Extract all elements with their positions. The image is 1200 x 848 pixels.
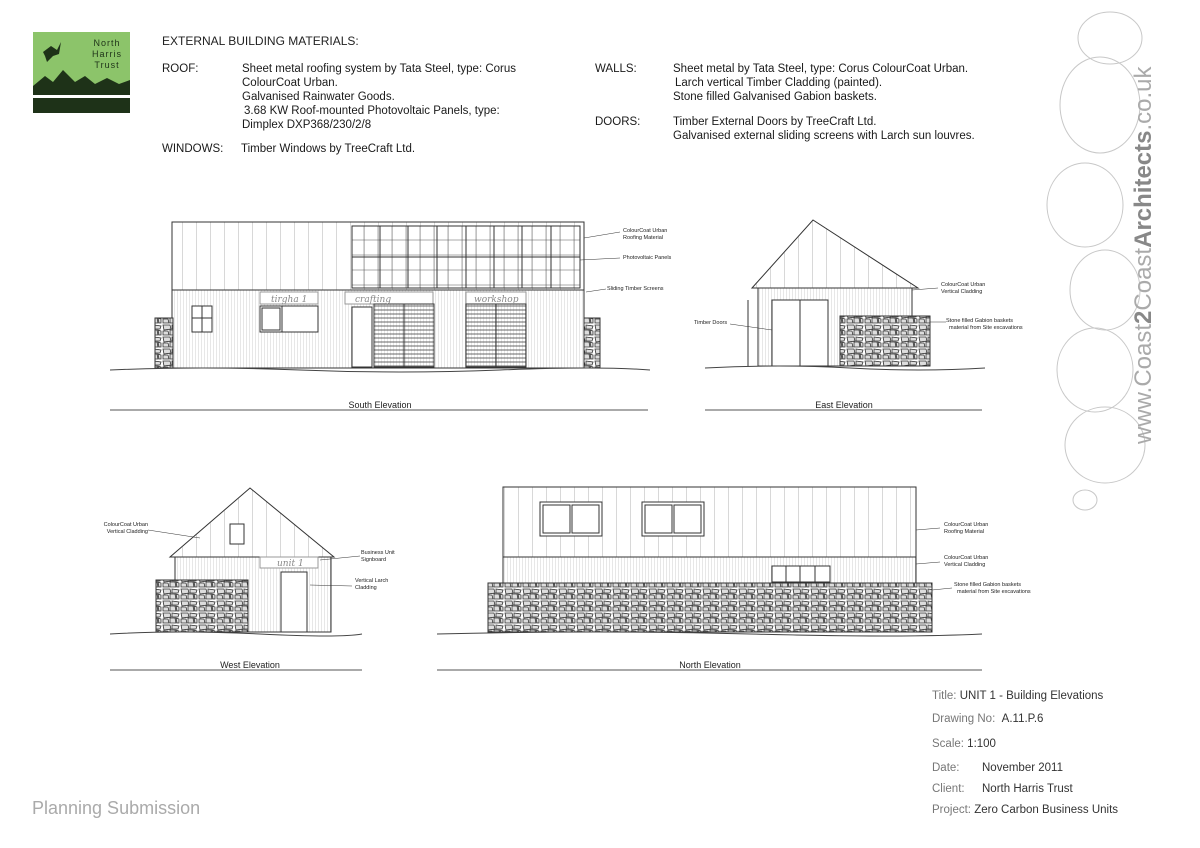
- east-note-gabion: [946, 318, 1023, 332]
- note-line: ColourCoat Urban: [103, 522, 148, 528]
- windows-label: WINDOWS:: [162, 143, 224, 155]
- roof-line: ColourCoat Urban.: [242, 77, 338, 89]
- tb-key: Project:: [932, 804, 971, 816]
- brand-coast: Coast: [1130, 323, 1157, 387]
- note-line: Roofing Material: [623, 235, 664, 241]
- brand-architects: Architects: [1130, 130, 1157, 248]
- materials-heading: EXTERNAL BUILDING MATERIALS:: [162, 34, 359, 48]
- tb-client-row: [932, 783, 1073, 795]
- walls-line: Sheet metal by Tata Steel, type: Corus ColourCoat Urban.: [673, 63, 969, 75]
- roof-line: Dimplex DXP368/230/2/8: [242, 119, 372, 131]
- tb-key: Scale:: [932, 738, 964, 750]
- west-elevation-label: West Elevation: [220, 660, 280, 670]
- tb-project-value: Zero Carbon Business Units: [974, 804, 1119, 816]
- roof-line: 3.68 KW Roof-mounted Photovoltaic Panels, type:: [244, 105, 500, 117]
- tb-drawing-row: [932, 713, 1043, 725]
- west-sign: unit 1: [277, 559, 304, 569]
- tb-client-value: North Harris Trust: [982, 783, 1073, 795]
- roof-line: Sheet metal roofing system by Tata Steel, type: Corus: [242, 63, 517, 75]
- tb-scale-row: [932, 738, 996, 750]
- west-note-signboard: [361, 550, 395, 564]
- note-line: Stone filled Gabion baskets: [946, 318, 1013, 324]
- note-line: Cladding: [355, 585, 377, 591]
- note-line: ColourCoat Urban: [944, 555, 989, 561]
- tb-key: Title:: [932, 690, 957, 702]
- south-elevation-label: South Elevation: [348, 400, 412, 410]
- north-note-roof: [944, 522, 988, 536]
- tb-title-row: [932, 690, 1103, 702]
- doors-line: Timber External Doors by TreeCraft Ltd.: [673, 116, 877, 128]
- north-note-gabion: [954, 582, 1031, 596]
- brand-two: 2: [1130, 310, 1157, 324]
- east-elevation-label: East Elevation: [815, 400, 873, 410]
- south-note-roof: [623, 228, 667, 242]
- south-sign-3: workshop: [474, 295, 519, 305]
- note-line: Business Unit: [361, 550, 395, 556]
- west-note-larch: [355, 578, 388, 592]
- brand-coast-2: Coast: [1130, 247, 1157, 311]
- planning-status: Planning Submission: [32, 798, 201, 818]
- east-elevation: [705, 220, 985, 410]
- note-line: Signboard: [361, 557, 387, 563]
- south-note-screens: Sliding Timber Screens: [607, 286, 664, 292]
- walls-label: WALLS:: [595, 63, 637, 75]
- note-line: Vertical Cladding: [106, 529, 148, 535]
- logo-text-line3: Trust: [94, 60, 120, 70]
- walls-line: Larch vertical Timber Cladding (painted).: [675, 77, 883, 89]
- tb-key: Client:: [932, 783, 965, 795]
- east-note-cladding: [941, 282, 985, 296]
- walls-line: Stone filled Galvanised Gabion baskets.: [673, 91, 877, 103]
- tb-title-value: UNIT 1 - Building Elevations: [959, 690, 1104, 702]
- brand-www: www.: [1130, 386, 1157, 444]
- note-line: ColourCoat Urban: [944, 522, 989, 528]
- note-line: Roofing Material: [944, 529, 985, 535]
- north-elevation-label: North Elevation: [679, 660, 741, 670]
- south-sign-1: tirgha 1: [271, 295, 308, 305]
- roof-line: Galvanised Rainwater Goods.: [242, 91, 395, 103]
- west-elevation: [110, 488, 362, 670]
- tb-key: Drawing No:: [932, 713, 996, 725]
- doors-label: DOORS:: [595, 116, 641, 128]
- east-note-doors: Timber Doors: [694, 320, 728, 326]
- tb-scale-value: 1:100: [967, 738, 996, 750]
- note-line: ColourCoat Urban: [941, 282, 986, 288]
- tb-date-row: [932, 762, 1063, 774]
- tb-key: Date:: [932, 762, 960, 774]
- note-line: ColourCoat Urban: [623, 228, 668, 234]
- tb-project-row: [932, 804, 1118, 816]
- note-line: Vertical Cladding: [944, 562, 986, 568]
- south-sign-2: crafting: [355, 295, 392, 305]
- logo-text-line2: Harris: [92, 49, 122, 59]
- note-line: Vertical Cladding: [941, 289, 983, 295]
- tb-date-value: November 2011: [982, 762, 1063, 774]
- tb-drawing-value: A.11.P.6: [1001, 713, 1044, 725]
- north-elevation: [437, 487, 982, 670]
- north-note-cladding: [944, 555, 988, 569]
- west-note-cladding: [100, 522, 148, 536]
- south-note-pv: Photovoltaic Panels: [623, 255, 672, 261]
- note-line: Stone filled Gabion baskets: [954, 582, 1021, 588]
- windows-spec: Timber Windows by TreeCraft Ltd.: [241, 143, 416, 155]
- brand-domain: .co.uk: [1130, 66, 1157, 131]
- roof-label: ROOF:: [162, 63, 199, 75]
- note-line: material from Site excavations: [949, 325, 1023, 331]
- note-line: Vertical Larch: [355, 578, 389, 584]
- logo-text-line1: North: [93, 38, 121, 48]
- note-line: material from Site excavations: [957, 589, 1031, 595]
- south-elevation: [110, 222, 650, 410]
- doors-line: Galvanised external sliding screens with Larch sun louvres.: [673, 130, 975, 142]
